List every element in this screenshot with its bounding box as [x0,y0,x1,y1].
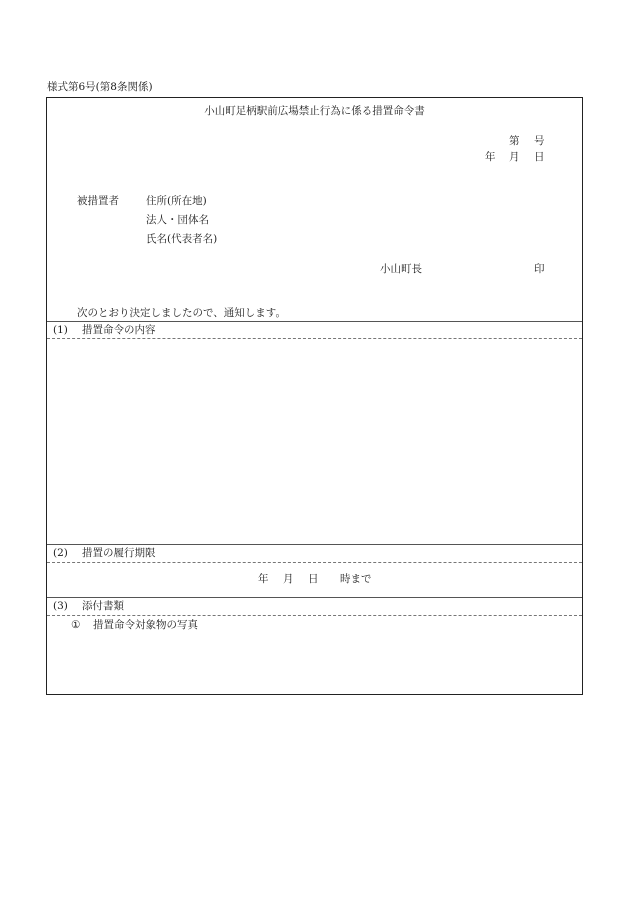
document-title: 小山町足柄駅前広場禁止行為に係る措置命令書 [204,105,425,117]
doc-number-dai: 第 [509,135,520,147]
attachment-item: 措置命令対象物の写真 [93,619,198,631]
recipient-label: 被措置者 [77,195,119,207]
deadline-year: 年 [258,573,269,585]
notice-text: 次のとおり決定しましたので、通知します。 [77,307,286,319]
recipient-corporation-label: 法人・団体名 [146,214,209,226]
issuer-title: 小山町長 [380,263,422,275]
date-month: 月 [509,151,520,163]
date-year: 年 [485,151,496,163]
section-content-number: (1) [53,324,68,336]
section-deadline-label: 措置の履行期限 [82,547,156,559]
deadline-until: 時まで [340,573,372,585]
doc-number-go: 号 [534,135,545,147]
section-dashed-divider [47,562,582,563]
recipient-address-label: 住所(所在地) [146,195,207,207]
recipient-name-label: 氏名(代表者名) [146,233,218,245]
date-day: 日 [534,151,545,163]
section-dashed-divider [47,615,582,616]
section-divider [47,544,582,545]
form-number: 様式第6号(第8条関係) [47,81,153,93]
section-attachments-number: (3) [53,600,68,612]
deadline-day: 日 [308,573,319,585]
deadline-month: 月 [283,573,294,585]
section-divider [47,321,582,322]
attachment-marker: ① [71,619,81,631]
order-form [46,97,583,695]
section-content-label: 措置命令の内容 [82,324,156,336]
seal-mark: 印 [534,263,545,275]
section-divider [47,597,582,598]
section-dashed-divider [47,338,582,339]
section-deadline-number: (2) [53,547,68,559]
section-attachments-label: 添付書類 [82,600,124,612]
